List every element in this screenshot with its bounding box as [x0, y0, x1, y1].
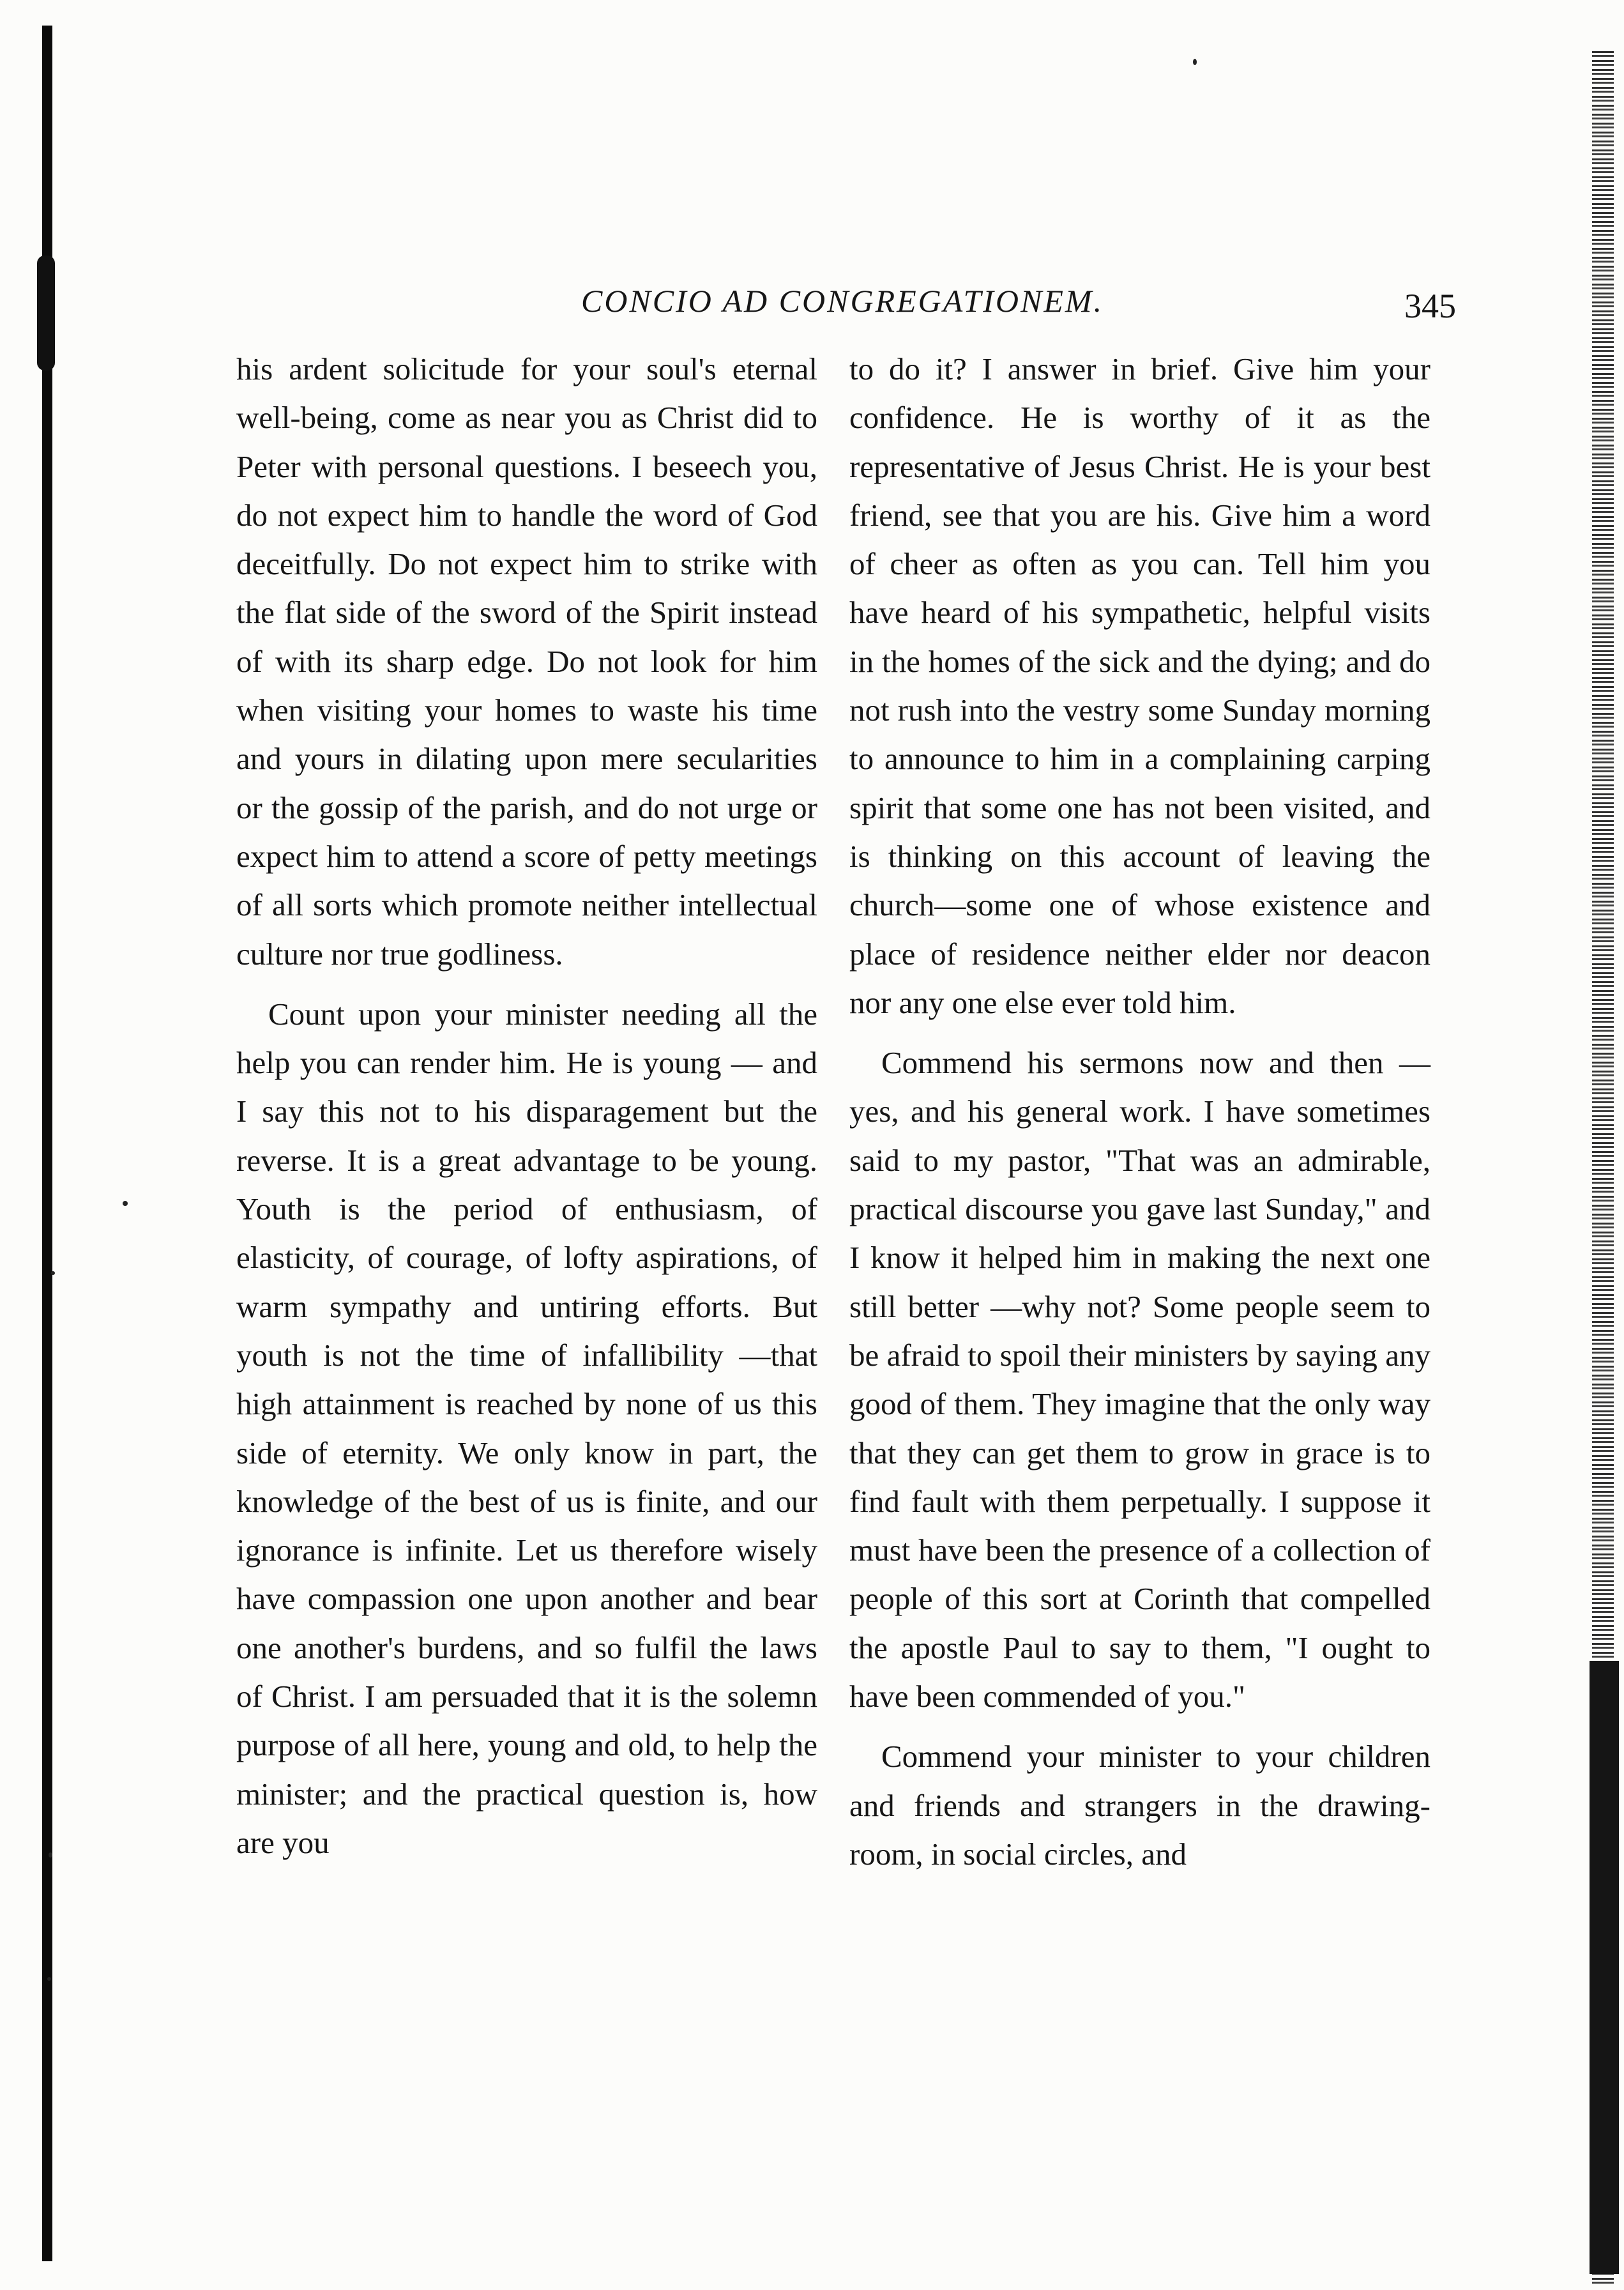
- scan-speck: [49, 1852, 52, 1858]
- running-title: CONCIO AD CONGREGATIONEM.: [581, 283, 1104, 319]
- left-binding-bulge: [37, 256, 55, 370]
- page-number: 345: [1404, 287, 1456, 325]
- paragraph: Commend your minister to your children and friends and strangers in the drawing-room, in social circles, and: [849, 1739, 1430, 1872]
- paragraph: to do it? I answer in brief. Give him your confidence. He is worthy of it as the representative of Jesus Christ. He is your best friend, see that you are his. Give him a word of cheer as often as you can. Tell him you have heard of his sympathetic, helpful visits in the homes of the sick and the dying; and do not rush into the vestry some Sunday morning to announce to him in a complaining carping spirit that some one has not been visited, and is thinking on this account of leaving the church—some one of whose existence and place of residence neither elder nor deacon nor any one else ever told him.: [849, 351, 1430, 1020]
- paragraph: his ardent solicitude for your soul's eternal well-being, come as near you as Christ did to Peter with personal questions. I beseech you, do not expect him to handle the word of God deceitfully. Do not expect him to strike with the flat side of the sword of the Spirit instead of with its sharp edge. Do not look for him when visiting your homes to waste his time and yours in dilating upon mere secularities or the gossip of the parish, and do not urge or expect him to attend a score of petty meetings of all sorts which promote neither intellectual culture nor true godliness.: [236, 351, 817, 972]
- scan-speck: [51, 1271, 55, 1275]
- right-text-column: [849, 345, 1430, 1890]
- right-binding-shadow: [1590, 1661, 1619, 2274]
- paragraph: Count upon your minister needing all the help you can render him. He is young — and I say this not to his disparagement but the reverse. It is a great advantage to be young. Youth is the period of enthusiasm, of elasticity, of courage, of lofty aspirations, of warm sympathy and untiring efforts. But youth is not the time of infallibility —that high attainment is reached by none of us this side of eternity. We only know in part, the knowledge of the best of us is finite, and our ignorance is infinite. Let us therefore wisely have compassion one upon another and bear one another's burdens, and so fulfil the laws of Christ. I am persuaded that it is the solemn purpose of all here, young and old, to help the minister; and the practical question is, how are you: [236, 996, 817, 1860]
- scan-speck: [1193, 59, 1197, 65]
- left-text-column: [236, 345, 817, 1879]
- paragraph: Commend his sermons now and then —yes, and his general work. I have sometimes said to my pastor, "That was an admirable, practical discourse you gave last Sunday," and I know it helped him in making the next one still better —why not? Some people seem to be afraid to spoil their ministers by saying any good of them. They imagine that the only way that they can get them to grow in grace is to find fault with them perpetually. I suppose it must have been the presence of a collection of people of this sort at Corinth that compelled the apostle Paul to say to them, "I ought to have been commended of you.": [849, 1045, 1430, 1714]
- scan-speck: [47, 1977, 51, 1981]
- scan-speck: [123, 1201, 128, 1206]
- page-header: [211, 275, 1456, 332]
